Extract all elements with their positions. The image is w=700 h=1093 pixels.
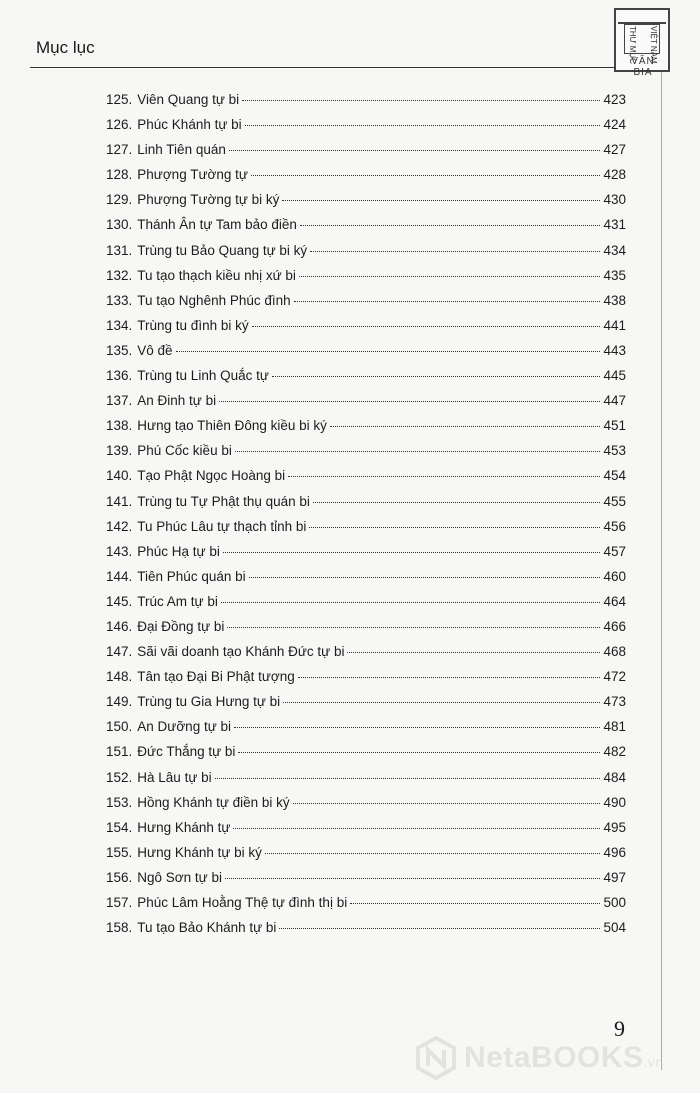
toc-entry-page: 481 — [603, 719, 626, 735]
dot-leader — [347, 652, 600, 653]
dot-leader — [234, 727, 600, 728]
toc-entry-page: 447 — [603, 393, 626, 409]
toc-entry-page: 428 — [603, 167, 626, 183]
toc-entry-title: Sãi vãi doanh tạo Khánh Đức tự bi — [137, 644, 345, 660]
toc-entry — [106, 217, 626, 242]
dot-leader — [215, 778, 600, 779]
toc-entry-title: Tiên Phúc quán bi — [137, 568, 246, 584]
logo-text-col2: VIỆT NAM — [649, 26, 658, 64]
toc-entry-page: 500 — [603, 895, 626, 910]
dot-leader — [279, 928, 600, 929]
dot-leader — [238, 752, 600, 753]
toc-entry-title: Phúc Lâm Hoằng Thệ tự đình thị bi — [137, 895, 348, 910]
dot-leader — [251, 175, 600, 176]
margin-rule — [661, 70, 662, 1070]
dot-leader — [293, 803, 600, 804]
toc-entry — [106, 569, 626, 594]
toc-entry — [106, 744, 626, 769]
dot-leader — [309, 527, 600, 528]
toc-entry-page: 430 — [603, 192, 626, 208]
toc-entry-number: 155. — [106, 844, 133, 860]
toc-entry-page: 496 — [603, 844, 626, 860]
toc-entry-number: 142. — [106, 518, 133, 534]
dot-leader — [330, 426, 600, 427]
watermark-brand — [464, 1041, 664, 1075]
toc-entry-page: 451 — [603, 418, 626, 434]
toc-entry — [106, 468, 626, 493]
toc-entry — [106, 443, 626, 468]
toc-entry — [106, 694, 626, 719]
toc-entry — [106, 368, 626, 393]
toc-entry-title: Hà Lâu tự bi — [137, 769, 212, 785]
toc-entry — [106, 770, 626, 795]
toc-entry-page: 495 — [603, 819, 626, 835]
dot-leader — [265, 853, 600, 854]
toc-entry-title: Trùng tu Linh Quắc tự — [137, 368, 269, 384]
header-rule — [30, 67, 642, 68]
toc-entry-page: 468 — [603, 644, 626, 660]
toc-entry — [106, 268, 626, 293]
dot-leader — [235, 451, 600, 452]
dot-leader — [350, 903, 600, 904]
toc-entry — [106, 318, 626, 343]
toc-entry-title: Hưng tạo Thiên Đông kiều bi ký — [137, 418, 327, 434]
dot-leader — [245, 125, 600, 126]
toc-entry-number: 149. — [106, 694, 133, 710]
toc-entry-number: 133. — [106, 292, 133, 308]
toc-entry — [106, 619, 626, 644]
toc-entry-number: 150. — [106, 719, 133, 735]
toc-entry-number: 157. — [106, 895, 133, 910]
toc-entry-title: Hồng Khánh tự điền bi ký — [137, 794, 290, 810]
toc-entry-number: 141. — [106, 493, 133, 509]
toc-entry-title: Hưng Khánh tự bi ký — [137, 844, 262, 860]
toc-entry-number: 131. — [106, 242, 133, 258]
toc-entry-page: 455 — [603, 493, 626, 509]
dot-leader — [298, 677, 600, 678]
toc-entry-number: 144. — [106, 568, 133, 584]
toc-entry — [106, 243, 626, 268]
toc-entry-page: 443 — [603, 342, 626, 358]
toc-entry — [106, 669, 626, 694]
toc-entry-title: Trùng tu Bảo Quang tự bi ký — [137, 242, 308, 258]
toc-entry-number: 139. — [106, 443, 133, 459]
toc-entry-number: 147. — [106, 644, 133, 660]
toc-entry-number: 125. — [106, 92, 133, 107]
toc-entry-page: 482 — [603, 744, 626, 760]
toc-entry-number: 146. — [106, 618, 133, 634]
toc-entry — [106, 343, 626, 368]
toc-entry — [106, 594, 626, 619]
dot-leader — [282, 200, 600, 201]
toc-entry-number: 143. — [106, 543, 133, 559]
watermark — [414, 1030, 694, 1086]
toc-entry — [106, 870, 626, 895]
toc-entry-number: 156. — [106, 869, 133, 885]
toc-entry-title: Phú Cốc kiều bi — [137, 443, 232, 459]
toc-entry-page: 457 — [603, 543, 626, 559]
page-number: 9 — [614, 1016, 625, 1041]
toc-entry-title: Tân tạo Đại Bi Phật tượng — [137, 669, 295, 685]
toc-entry-number: 154. — [106, 819, 133, 835]
dot-leader — [176, 351, 600, 352]
toc-entry-number: 151. — [106, 744, 133, 760]
toc-entry-page: 438 — [603, 292, 626, 308]
toc-entry-title: An Dưỡng tự bi — [137, 719, 231, 735]
dot-leader — [219, 401, 600, 402]
toc-entry-title: Trùng tu đình bi ký — [137, 317, 249, 333]
toc-entry-title: Trùng tu Tự Phật thụ quán bi — [137, 493, 310, 509]
toc-entry-number: 130. — [106, 217, 133, 233]
toc-entry-title: Tạo Phật Ngọc Hoàng bi — [137, 468, 286, 484]
toc-entry-page: 453 — [603, 443, 626, 459]
dot-leader — [249, 577, 600, 578]
toc-entry-title: Hưng Khánh tự — [137, 819, 231, 835]
toc-entry — [106, 519, 626, 544]
toc-entry-number: 136. — [106, 368, 133, 384]
toc-entry — [106, 795, 626, 820]
dot-leader — [313, 502, 600, 503]
toc-entry-number: 134. — [106, 317, 133, 333]
toc-entry-page: 445 — [603, 368, 626, 384]
toc-entry-title: Tu tạo Bảo Khánh tự bi — [137, 920, 277, 936]
toc-entry-title: Trùng tu Gia Hưng tự bi — [137, 694, 281, 710]
dot-leader — [294, 301, 600, 302]
toc-entry-number: 129. — [106, 192, 133, 208]
toc-entry-number: 145. — [106, 593, 133, 609]
toc-entry — [106, 293, 626, 318]
dot-leader — [272, 376, 600, 377]
toc-entry-title: Vô đề — [137, 342, 173, 358]
toc-entry-title: Ngô Sơn tự bi — [137, 869, 222, 885]
logo-text: VĂN BIA — [631, 56, 655, 78]
dot-leader — [283, 702, 600, 703]
table-of-contents — [106, 92, 626, 945]
toc-entry-number: 148. — [106, 669, 133, 685]
toc-entry — [106, 117, 626, 142]
toc-entry-page: 472 — [603, 669, 626, 685]
toc-entry-title: Phượng Tường tự — [137, 167, 248, 183]
toc-entry — [106, 845, 626, 870]
dot-leader — [223, 552, 600, 553]
dot-leader — [288, 476, 600, 477]
watermark-domain: .vn — [643, 1054, 664, 1070]
toc-entry-number: 153. — [106, 794, 133, 810]
running-header: Mục lục — [36, 38, 95, 57]
toc-entry — [106, 719, 626, 744]
dot-leader — [299, 276, 600, 277]
toc-entry-title: Thánh Ân tự Tam bảo điền — [137, 217, 297, 233]
toc-entry — [106, 92, 626, 117]
logo-text-col1: THƯ MỤC — [628, 26, 637, 64]
toc-entry-number: 132. — [106, 267, 133, 283]
watermark-brand-text: NetaBOOKS — [464, 1041, 644, 1074]
toc-entry — [106, 544, 626, 569]
toc-entry — [106, 142, 626, 167]
toc-entry — [106, 494, 626, 519]
dot-leader — [229, 150, 600, 151]
toc-entry-page: 454 — [603, 468, 626, 484]
toc-entry — [106, 920, 626, 945]
toc-entry-title: Phúc Khánh tự bi — [137, 117, 242, 133]
toc-entry-title: Phượng Tường tự bi ký — [137, 192, 280, 208]
toc-entry — [106, 192, 626, 217]
toc-entry-number: 128. — [106, 167, 133, 183]
toc-entry-page: 484 — [603, 769, 626, 785]
toc-entry-page: 456 — [603, 518, 626, 534]
toc-entry-page: 473 — [603, 694, 626, 710]
toc-entry-title: Trúc Am tự bi — [137, 593, 218, 609]
netabooks-logo-icon — [414, 1036, 458, 1080]
toc-entry-number: 127. — [106, 142, 133, 158]
toc-entry-title: Phúc Hạ tự bi — [137, 543, 220, 559]
toc-entry-title: Viên Quang tự bi — [137, 92, 240, 107]
dot-leader — [227, 627, 600, 628]
toc-entry-title: Tu tạo thạch kiều nhị xứ bi — [137, 267, 296, 283]
toc-entry-number: 152. — [106, 769, 133, 785]
toc-entry-title: Tu Phúc Lâu tự thạch tỉnh bi — [137, 518, 307, 534]
toc-entry-page: 497 — [603, 869, 626, 885]
toc-entry-page: 466 — [603, 618, 626, 634]
toc-entry-number: 137. — [106, 393, 133, 409]
toc-entry — [106, 418, 626, 443]
toc-entry-title: Tu tạo Nghênh Phúc đình — [137, 292, 291, 308]
toc-entry-number: 135. — [106, 342, 133, 358]
dot-leader — [310, 251, 600, 252]
toc-entry-number: 126. — [106, 117, 133, 133]
toc-entry-page: 435 — [603, 267, 626, 283]
toc-entry-number: 158. — [106, 920, 133, 936]
toc-entry-page: 490 — [603, 794, 626, 810]
dot-leader — [252, 326, 600, 327]
toc-entry — [106, 393, 626, 418]
toc-entry — [106, 820, 626, 845]
toc-entry-number: 140. — [106, 468, 133, 484]
toc-entry-page: 427 — [603, 142, 626, 158]
dot-leader — [242, 100, 600, 101]
toc-entry — [106, 167, 626, 192]
dot-leader — [221, 602, 600, 603]
toc-entry-number: 138. — [106, 418, 133, 434]
toc-entry — [106, 895, 626, 920]
toc-entry — [106, 644, 626, 669]
toc-entry-title: Đức Thắng tự bi — [137, 744, 236, 760]
toc-entry-title: Đại Đồng tự bi — [137, 618, 225, 634]
toc-entry-page: 431 — [603, 217, 626, 233]
toc-entry-page: 423 — [603, 92, 626, 107]
dot-leader — [225, 878, 600, 879]
toc-entry-page: 464 — [603, 593, 626, 609]
toc-entry-page: 460 — [603, 568, 626, 584]
toc-entry-page: 441 — [603, 317, 626, 333]
toc-entry-page: 424 — [603, 117, 626, 133]
toc-entry-page: 434 — [603, 242, 626, 258]
toc-entry-title: An Đinh tự bi — [137, 393, 217, 409]
series-logo — [614, 8, 670, 78]
logo-roof-icon — [618, 12, 666, 24]
toc-entry-page: 504 — [603, 920, 626, 936]
dot-leader — [233, 828, 600, 829]
toc-entry-title: Linh Tiên quán — [137, 142, 226, 158]
dot-leader — [300, 225, 600, 226]
